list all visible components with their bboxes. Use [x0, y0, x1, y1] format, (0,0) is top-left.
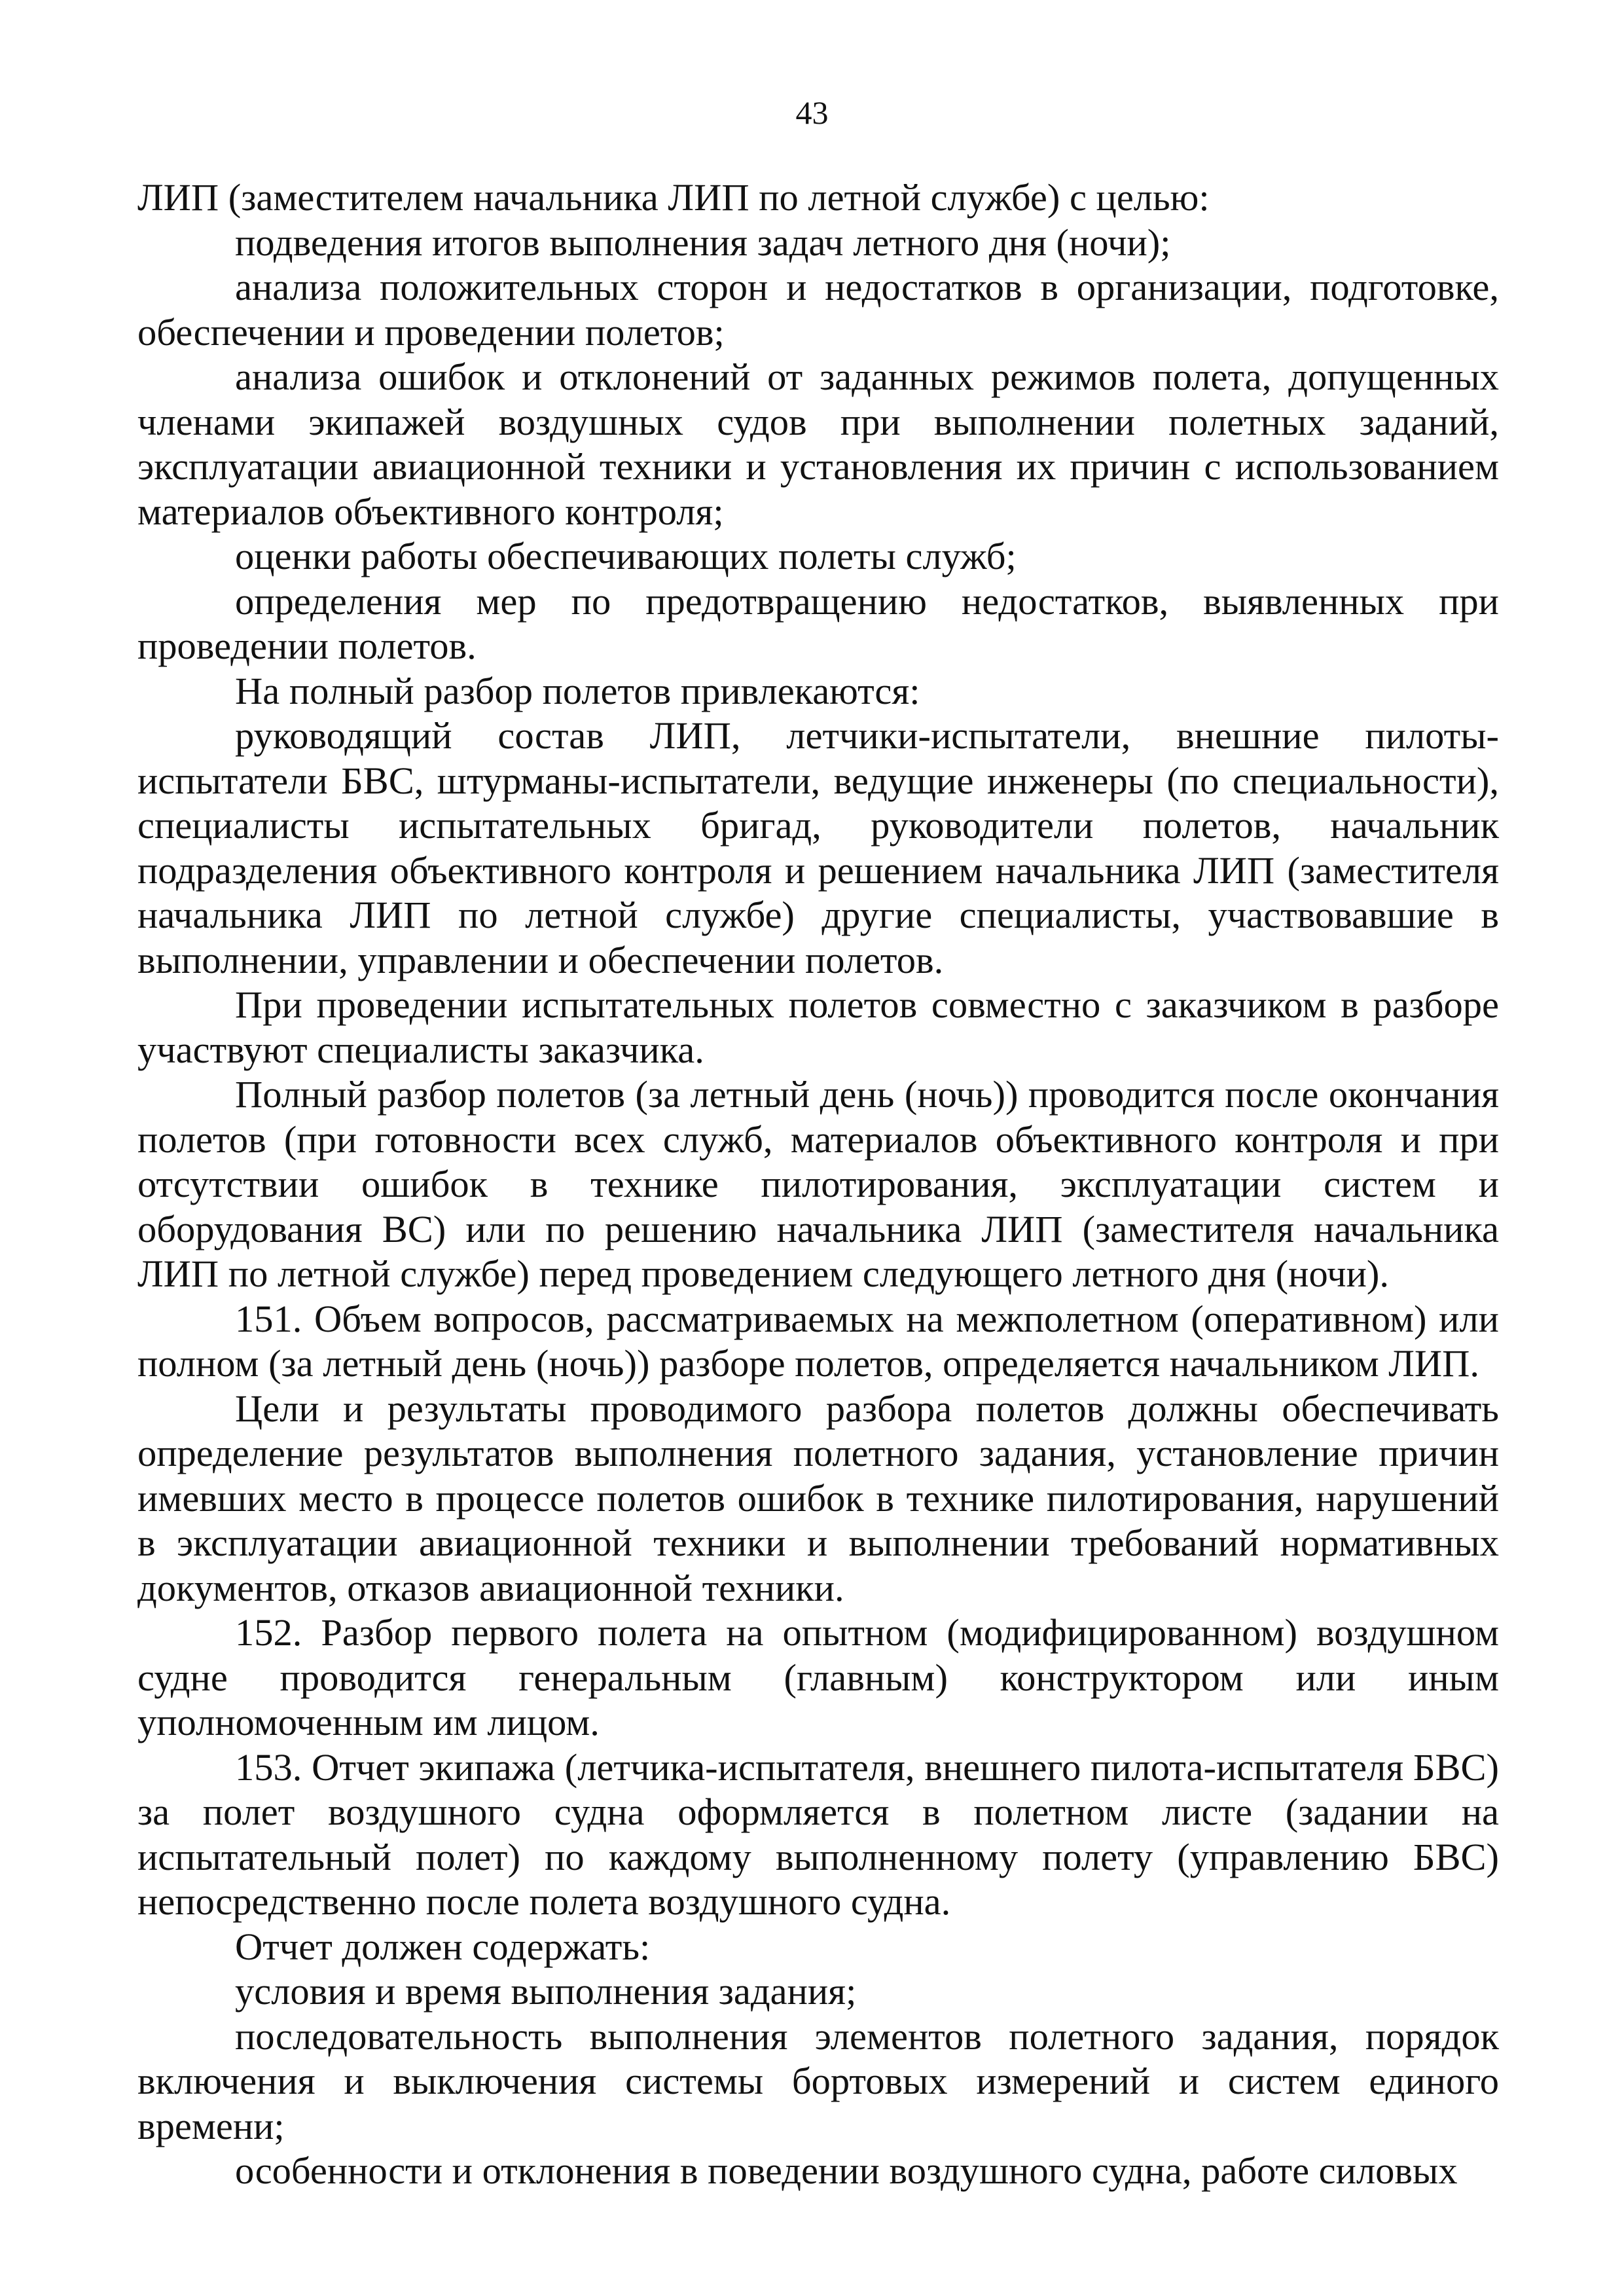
paragraph: особенности и отклонения в поведении воздушного судна, работе силовых — [235, 2149, 1458, 2192]
paragraph: условия и время выполнения задания; — [235, 1970, 857, 2013]
paragraph: Полный разбор полетов (за летный день (ночь)) проводится после окончания полетов (при готовности всех служб, материалов объективного контроля и при отсутствии ошибок в технике пилотирования, эксплуатации систем и оборудования ВС) или по решению начальника ЛИП (заместителя начальника ЛИП по летной службе) перед проведением следующего летного дня (ночи). — [137, 1073, 1499, 1295]
paragraph: При проведении испытательных полетов совместно с заказчиком в разборе участвуют специалисты заказчика. — [137, 983, 1499, 1071]
paragraph: 151. Объем вопросов, рассматриваемых на межполетном (оперативном) или полном (за летный день (ночь)) разборе полетов, определяется начальником ЛИП. — [137, 1297, 1499, 1385]
paragraph: Цели и результаты проводимого разбора полетов должны обеспечивать определение результатов выполнения полетного задания, установление причин имевших место в процессе полетов ошибок в технике пилотирования, нарушений в эксплуатации авиационной техники и выполнении требований нормативных документов, отказов авиационной техники. — [137, 1387, 1499, 1609]
paragraph: 152. Разбор первого полета на опытном (модифицированном) воздушном судне проводится генеральным (главным) конструктором или иным уполномоченным им лицом. — [137, 1611, 1499, 1743]
paragraph: руководящий состав ЛИП, летчики-испытатели, внешние пилоты-испытатели БВС, штурманы-испытатели, ведущие инженеры (по специальности), специалисты испытательных бригад, руководители полетов, начальник подразделения объективного контроля и решением начальника ЛИП (заместителя начальника ЛИП по летной службе) другие специалисты, участвовавшие в выполнении, управлении и обеспечении полетов. — [137, 714, 1499, 981]
paragraph: анализа положительных сторон и недостатков в организации, подготовке, обеспечении и проведении полетов; — [137, 266, 1499, 354]
document-body — [137, 175, 1499, 2194]
paragraph: ЛИП (заместителем начальника ЛИП по летной службе) с целью: — [137, 176, 1210, 219]
page-number: 43 — [795, 94, 829, 131]
paragraph: 153. Отчет экипажа (летчика-испытателя, внешнего пилота-испытателя БВС) за полет воздушного судна оформляется в полетном листе (задании на испытательный полет) по каждому выполненному полету (управлению БВС) непосредственно после полета воздушного судна. — [137, 1745, 1499, 1923]
paragraph: анализа ошибок и отклонений от заданных режимов полета, допущенных членами экипажей воздушных судов при выполнении полетных заданий, эксплуатации авиационной техники и установления их причин с использованием материалов объективного контроля; — [137, 355, 1499, 533]
paragraph: определения мер по предотвращению недостатков, выявленных при проведении полетов. — [137, 579, 1499, 667]
paragraph: последовательность выполнения элементов полетного задания, порядок включения и выключения системы бортовых измерений и систем единого времени; — [137, 2014, 1499, 2147]
paragraph: Отчет должен содержать: — [235, 1925, 651, 1968]
paragraph: На полный разбор полетов привлекаются: — [235, 669, 920, 712]
paragraph: подведения итогов выполнения задач летного дня (ночи); — [235, 221, 1171, 264]
paragraph: оценки работы обеспечивающих полеты служб; — [235, 535, 1017, 577]
